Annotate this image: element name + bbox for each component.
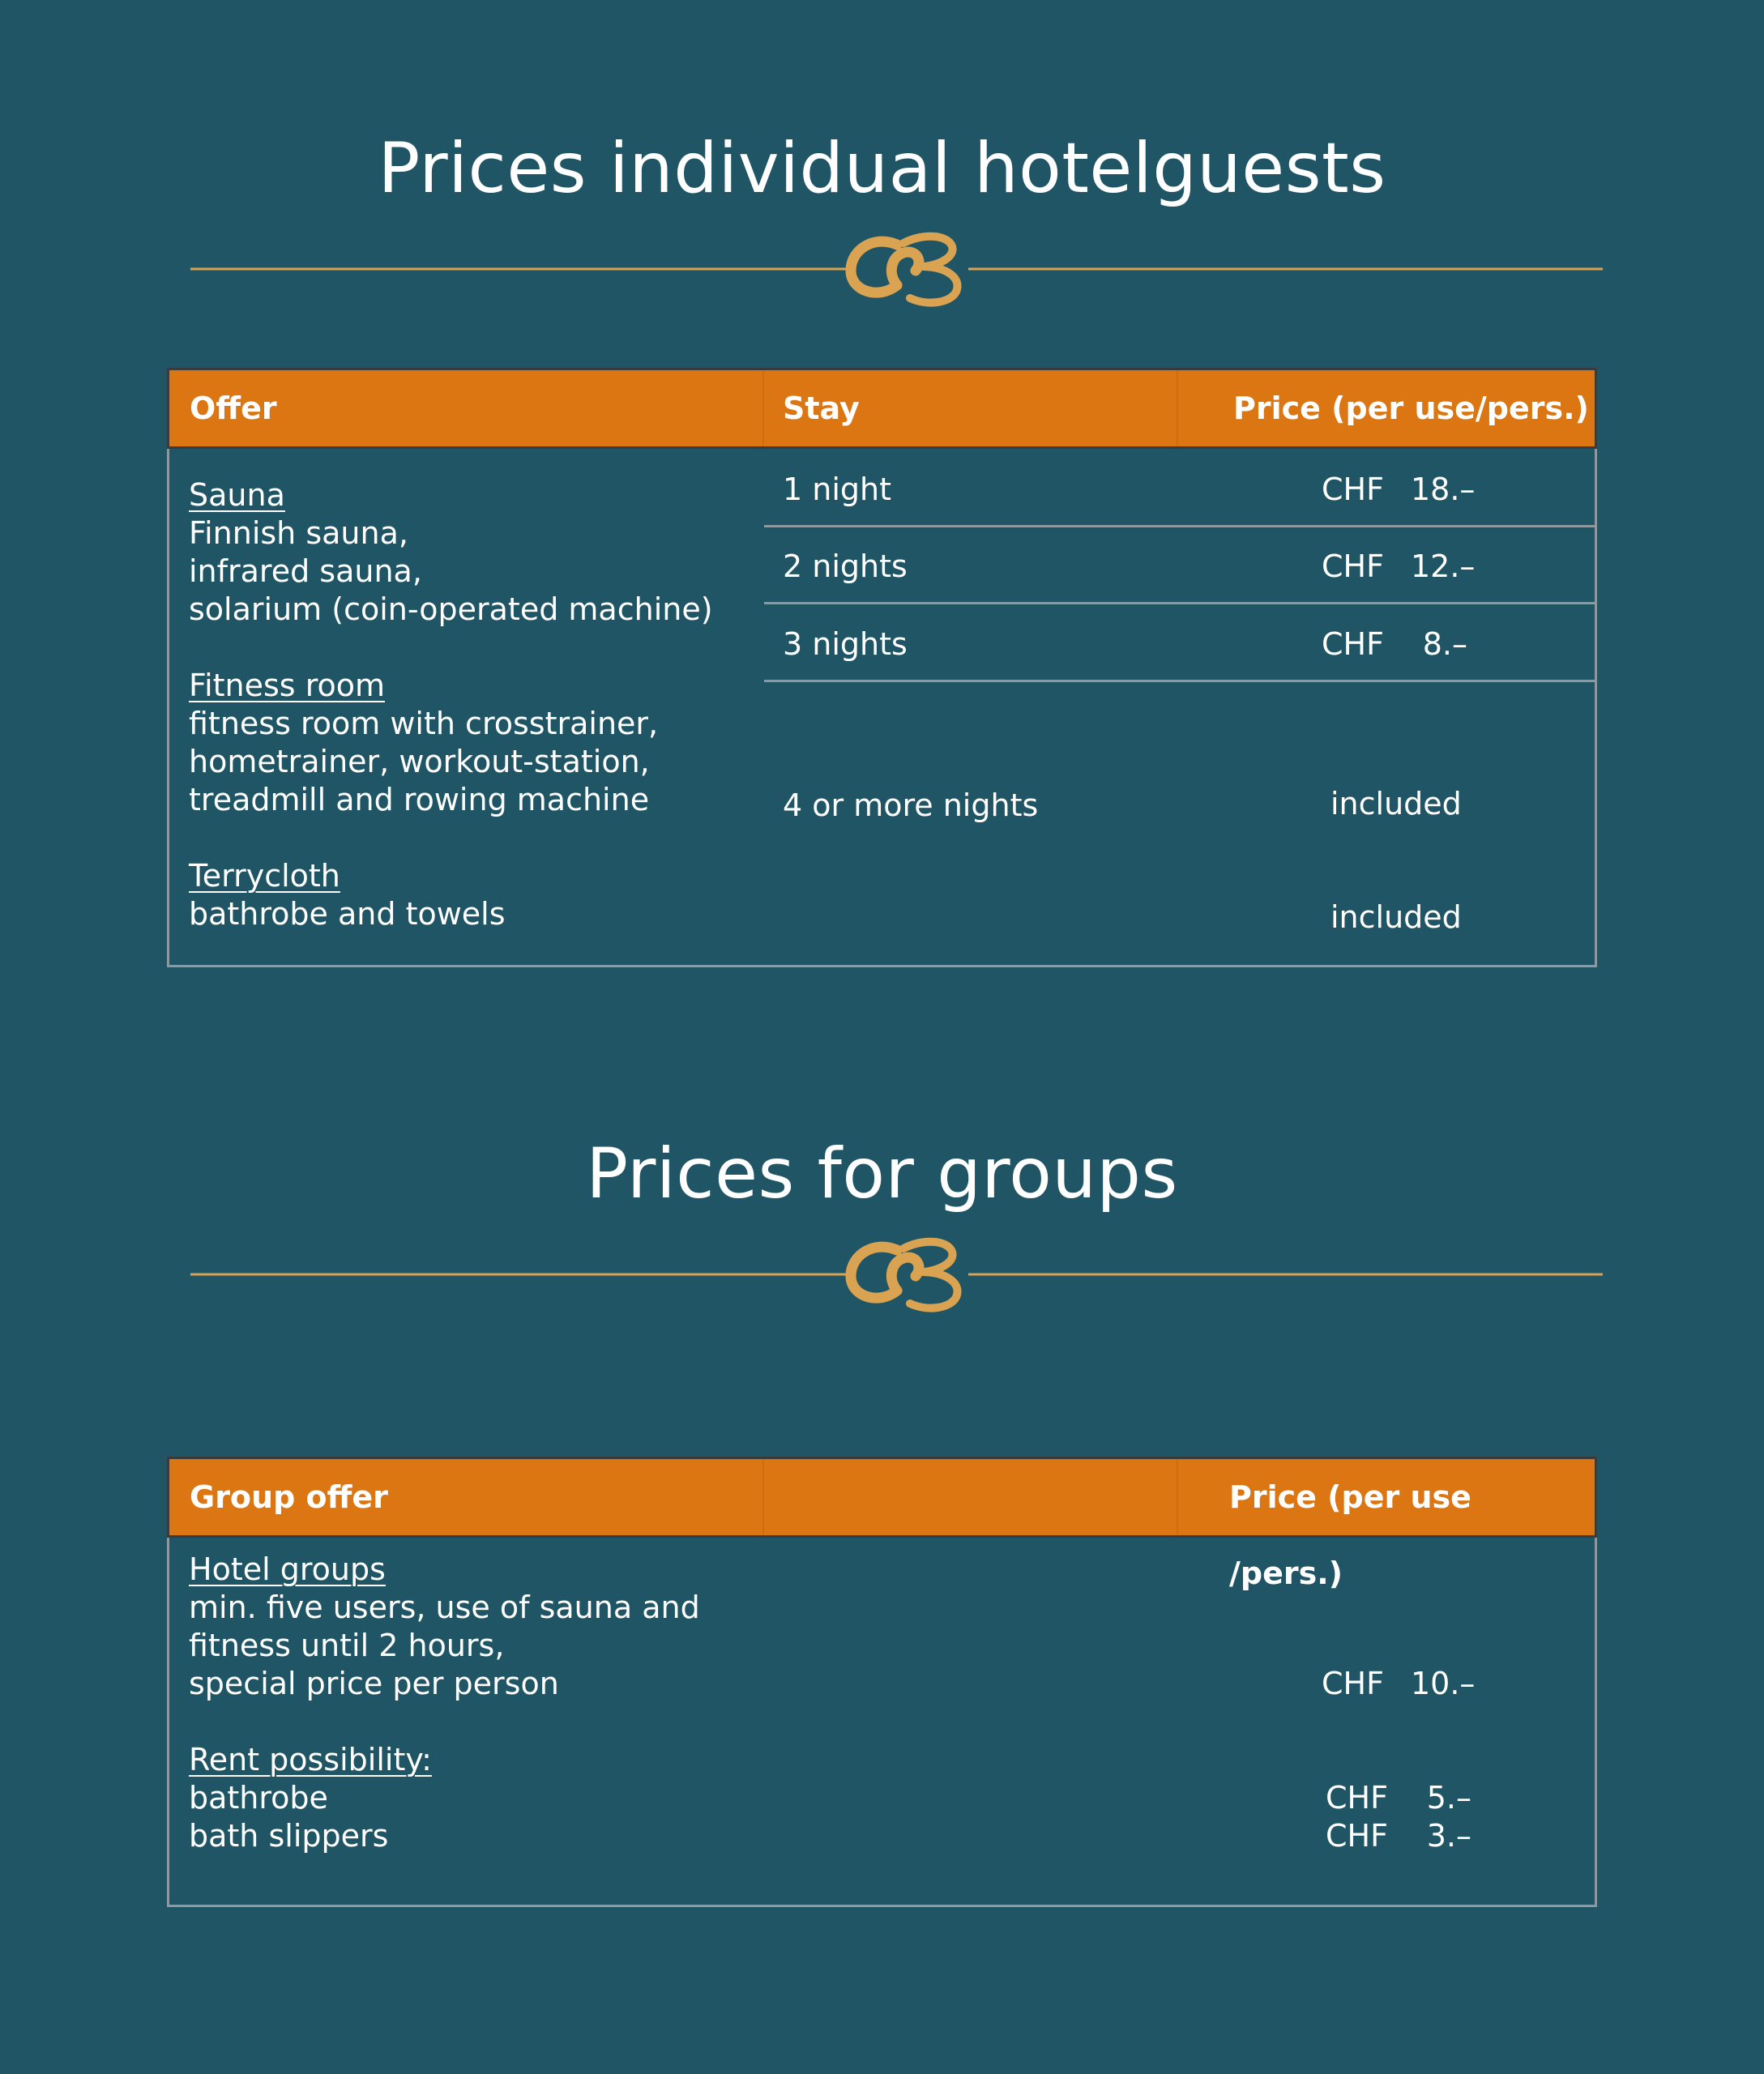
flourish-ornament-icon — [190, 1234, 1603, 1315]
individual-title: Prices individual hotelguests — [378, 128, 1386, 209]
price-currency: CHF — [1322, 1666, 1384, 1701]
price-currency: CHF — [1322, 472, 1384, 507]
price-currency: CHF — [1326, 1780, 1388, 1816]
price-currency: CHF — [1326, 1818, 1388, 1854]
offer-line: fitness room with crosstrainer, — [189, 706, 659, 741]
stay-label: 2 nights — [783, 548, 908, 584]
header-divider — [762, 370, 764, 446]
header-divider — [1177, 1459, 1178, 1535]
price-amount: 10.– — [1411, 1666, 1476, 1701]
stay-label: 1 night — [783, 472, 892, 507]
row-divider — [764, 602, 1597, 604]
rent-bathrobe-price — [1326, 1779, 1471, 1817]
rent-slippers-price — [1326, 1817, 1471, 1855]
offer-fitness-room — [189, 667, 658, 819]
header-stay: Stay — [783, 390, 860, 426]
header-group-offer: Group offer — [190, 1479, 388, 1515]
price-currency: CHF — [1322, 548, 1384, 584]
stay-price — [1322, 548, 1476, 586]
rent-item-label: bathrobe — [189, 1780, 328, 1816]
header-price: Price (per use /pers.) — [1229, 1479, 1471, 1591]
row-divider — [764, 680, 1597, 682]
flourish-ornament-icon — [190, 228, 1603, 309]
offer-title: Hotel groups — [189, 1551, 386, 1587]
header-divider — [1177, 370, 1178, 446]
header-price: Price (per use/pers.) — [1233, 390, 1589, 426]
price-amount: 3.– — [1426, 1818, 1471, 1854]
offer-line: hometrainer, workout-station, — [189, 744, 650, 779]
offer-line: special price per person — [189, 1666, 559, 1701]
groups-title: Prices for groups — [586, 1133, 1178, 1214]
price-currency: CHF — [1322, 626, 1384, 662]
stay-price — [1322, 625, 1467, 664]
price-amount: 5.– — [1426, 1780, 1471, 1816]
offer-terrycloth — [189, 857, 506, 933]
price-amount: 18.– — [1411, 472, 1476, 507]
hotel-groups-price — [1322, 1665, 1476, 1703]
header-offer: Offer — [190, 390, 277, 426]
offer-title: Fitness room — [189, 668, 385, 703]
individual-price-table — [167, 368, 1597, 967]
group-offer-hotel-groups — [189, 1551, 700, 1703]
offer-line: solarium (coin-operated machine) — [189, 591, 713, 627]
row-divider — [764, 525, 1597, 527]
offer-line: bathrobe and towels — [189, 896, 506, 932]
stay-price-included: included — [1330, 786, 1462, 821]
groups-price-table — [167, 1457, 1597, 1907]
offer-line: Finnish sauna, — [189, 515, 408, 551]
offer-sauna — [189, 476, 713, 629]
offer-line: treadmill and rowing machine — [189, 782, 650, 817]
price-amount: 12.– — [1411, 548, 1476, 584]
stay-label: 4 or more nights — [783, 787, 1039, 823]
offer-line: infrared sauna, — [189, 553, 422, 589]
offer-line: min. five users, use of sauna and — [189, 1590, 700, 1625]
price-amount: 8.– — [1422, 626, 1467, 662]
offer-line: fitness until 2 hours, — [189, 1628, 505, 1663]
offer-title: Rent possibility: — [189, 1742, 432, 1777]
terrycloth-price: included — [1330, 899, 1462, 935]
offer-title: Terrycloth — [189, 858, 340, 894]
rent-item-label: bath slippers — [189, 1818, 389, 1854]
header-divider — [762, 1459, 764, 1535]
stay-price — [1322, 471, 1476, 509]
stay-label: 3 nights — [783, 626, 908, 662]
individual-table-header — [167, 368, 1597, 449]
group-offer-rent — [189, 1741, 432, 1855]
offer-title: Sauna — [189, 477, 285, 513]
